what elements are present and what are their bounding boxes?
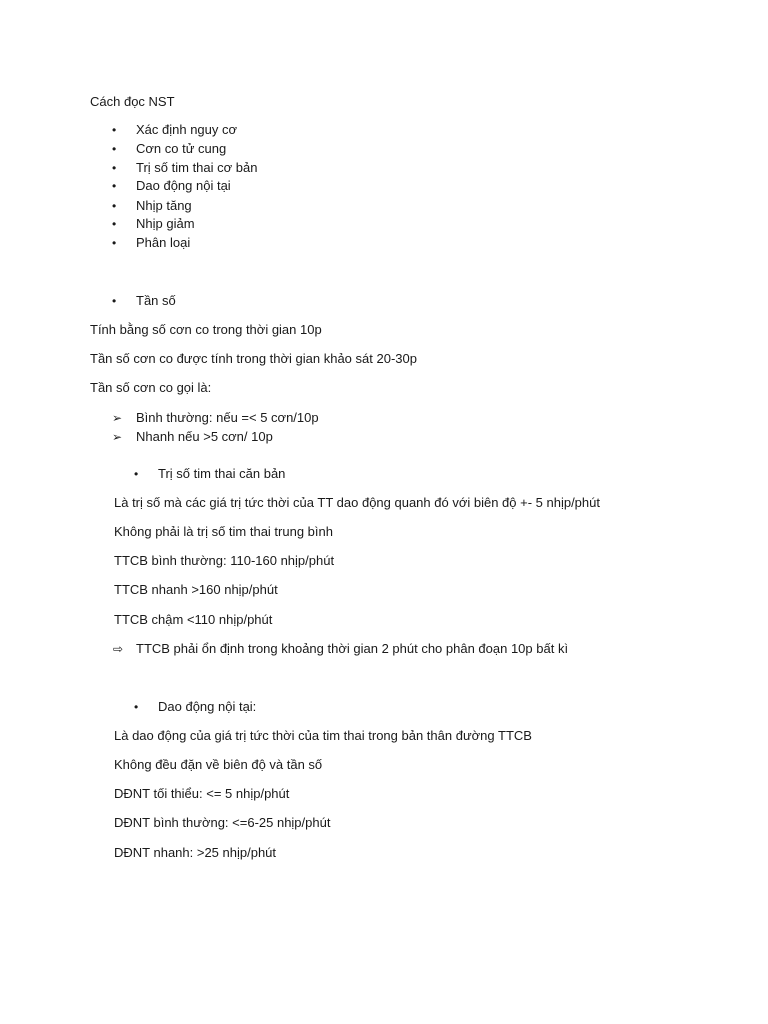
bullet-icon: • — [134, 467, 139, 481]
bullet-icon: • — [112, 142, 117, 156]
bullet-icon: • — [112, 217, 117, 231]
list-item: Nhanh nếu >5 cơn/ 10p — [136, 429, 273, 444]
paragraph: TTCB chậm <110 nhịp/phút — [114, 612, 273, 627]
list-item: Trị số tim thai cơ bản — [136, 160, 258, 175]
arrow-bullet-icon: ➢ — [112, 430, 123, 444]
paragraph: Tính bằng số cơn co trong thời gian 10p — [90, 322, 322, 337]
paragraph: DĐNT bình thường: <=6-25 nhịp/phút — [114, 815, 331, 830]
paragraph: Tần số cơn co được tính trong thời gian khảo sát 20-30p — [90, 351, 417, 366]
paragraph: Không phải là trị số tim thai trung bình — [114, 524, 333, 539]
note-line: TTCB phải ổn định trong khoảng thời gian 2 phút cho phân đoạn 10p bất kì — [136, 641, 569, 656]
bullet-icon: • — [112, 199, 117, 213]
section-heading-tan-so: Tần số — [136, 293, 176, 308]
paragraph: TTCB bình thường: 110-160 nhịp/phút — [114, 553, 335, 568]
paragraph: TTCB nhanh >160 nhịp/phút — [114, 582, 278, 597]
list-item: Nhịp tăng — [136, 198, 192, 213]
bullet-icon: • — [112, 179, 117, 193]
section-heading-ttcb: Trị số tim thai căn bản — [158, 466, 286, 481]
bullet-icon: • — [112, 294, 117, 308]
paragraph: DĐNT tối thiểu: <= 5 nhịp/phút — [114, 786, 290, 801]
bullet-icon: • — [134, 700, 139, 714]
paragraph: Là dao động của giá trị tức thời của tim thai trong bản thân đường TTCB — [114, 728, 532, 743]
section-heading-dao-dong: Dao động nội tại: — [158, 699, 257, 714]
list-item: Phân loại — [136, 235, 191, 250]
outline-arrow-icon: ⇨ — [113, 642, 124, 656]
paragraph: Là trị số mà các giá trị tức thời của TT dao động quanh đó với biên độ +- 5 nhịp/phút — [114, 495, 600, 510]
bullet-icon: • — [112, 123, 117, 137]
list-item: Cơn co tử cung — [136, 141, 227, 156]
list-item: Dao động nội tại — [136, 178, 231, 193]
document-title: Cách đọc NST — [90, 94, 175, 109]
list-item: Xác định nguy cơ — [136, 122, 238, 137]
paragraph: Tần số cơn co gọi là: — [90, 380, 212, 395]
paragraph: Không đều đặn về biên độ và tần số — [114, 757, 323, 772]
arrow-bullet-icon: ➢ — [112, 411, 123, 425]
paragraph: DĐNT nhanh: >25 nhịp/phút — [114, 845, 277, 860]
list-item: Bình thường: nếu =< 5 cơn/10p — [136, 410, 319, 425]
bullet-icon: • — [112, 161, 117, 175]
bullet-icon: • — [112, 236, 117, 250]
list-item: Nhịp giảm — [136, 216, 195, 231]
